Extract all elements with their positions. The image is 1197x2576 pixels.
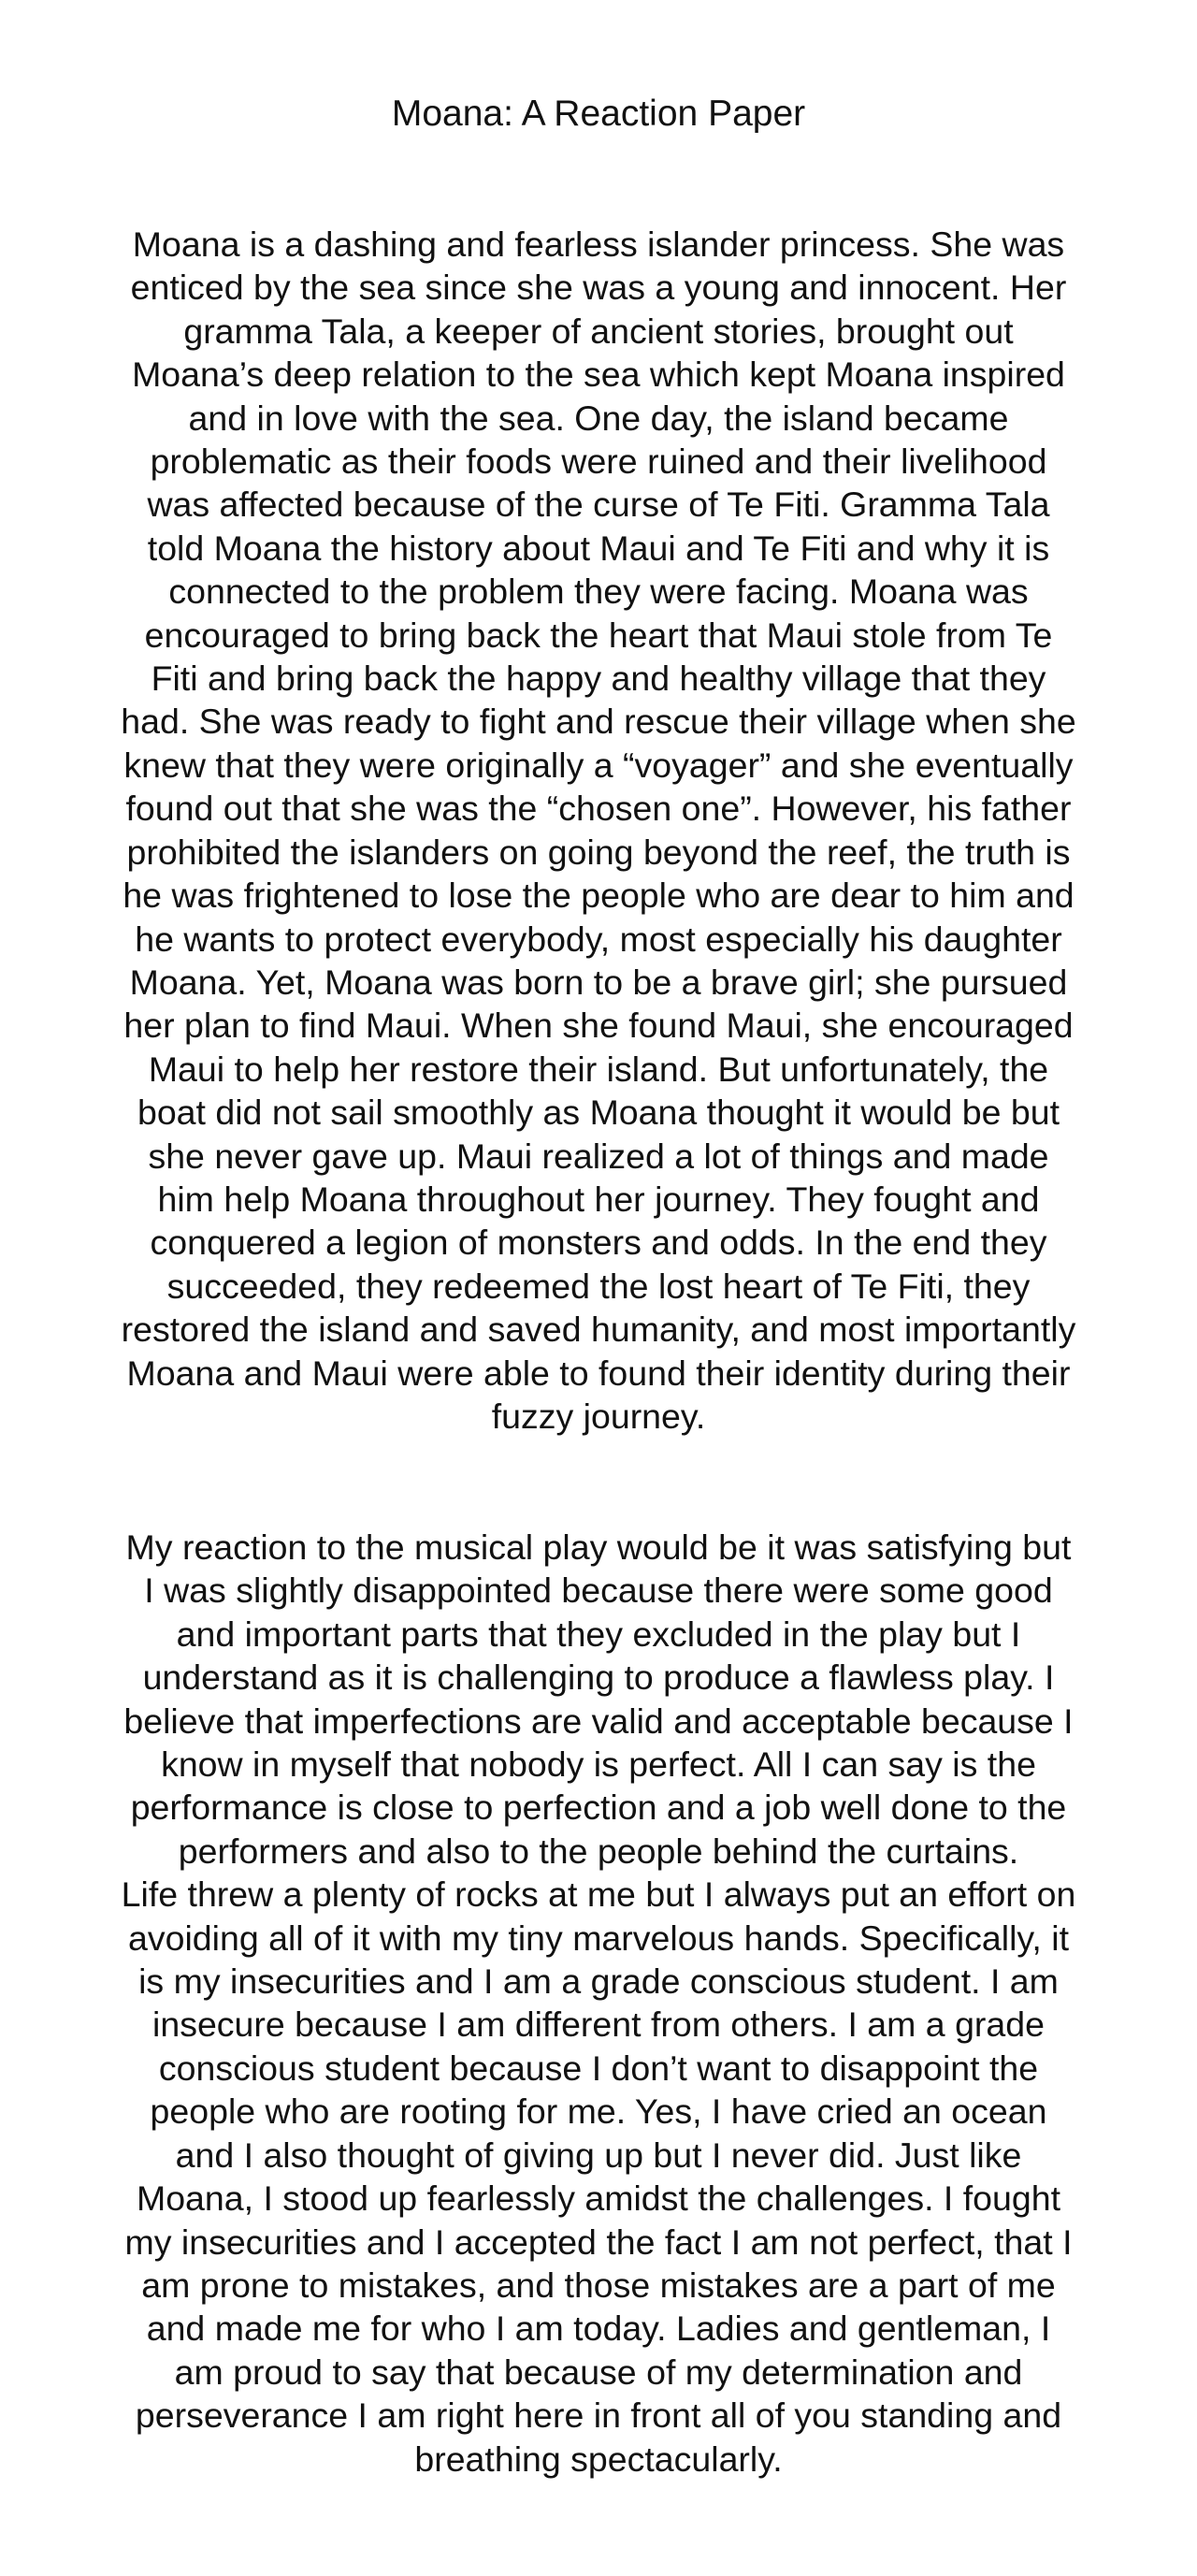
text-line: Life threw a plenty of rocks at me but I always put an effort on xyxy=(121,1874,1076,1915)
text-line: Maui to help her restore their island. But unfortunately, the xyxy=(148,1049,1049,1089)
text-line: perseverance I am right here in front all of you standing and xyxy=(135,2395,1062,2436)
text-line: her plan to find Maui. When she found Maui, she encouraged xyxy=(123,1006,1074,1046)
text-line: was affected because of the curse of Te Fiti. Gramma Tala xyxy=(147,485,1050,525)
text-line: conscious student because I don’t want to disappoint the xyxy=(158,2048,1039,2088)
text-line: is my insecurities and I am a grade conscious student. I am xyxy=(138,1961,1059,2002)
text-line: avoiding all of it with my tiny marvelous hands. Specifically, it xyxy=(128,1918,1069,1958)
text-line: believe that imperfections are valid and acceptable because I xyxy=(123,1700,1074,1741)
text-line: told Moana the history about Maui and Te Fiti and why it is xyxy=(147,528,1050,568)
text-line: she never gave up. Maui realized a lot of things and made xyxy=(148,1136,1049,1176)
text-line: found out that she was the “chosen one”. However, his father xyxy=(125,789,1072,829)
document-title: Moana: A Reaction Paper xyxy=(391,94,806,134)
text-line: had. She was ready to fight and rescue their village when she xyxy=(121,702,1076,742)
text-line: I was slightly disappointed because there were some good xyxy=(144,1570,1053,1611)
text-line: my insecurities and I accepted the fact I am not perfect, that I xyxy=(124,2221,1073,2262)
text-line: enticed by the sea since she was a young and innocent. Her xyxy=(130,268,1067,308)
text-line: and important parts that they excluded in the play but I xyxy=(176,1614,1021,1654)
text-line: and in love with the sea. One day, the island became xyxy=(188,398,1009,438)
text-line: gramma Tala, a keeper of ancient stories, brought out xyxy=(183,311,1014,351)
text-line: knew that they were originally a “voyager” and she eventually xyxy=(123,745,1074,785)
text-line: am prone to mistakes, and those mistakes are a part of me xyxy=(141,2265,1056,2305)
text-line: Moana, I stood up fearlessly amidst the challenges. I fought xyxy=(136,2178,1061,2219)
text-line: boat did not sail smoothly as Moana thought it would be but xyxy=(137,1093,1060,1133)
text-line: people who are rooting for me. Yes, I have cried an ocean xyxy=(150,2091,1047,2132)
text-line: am proud to say that because of my determination and xyxy=(174,2352,1023,2392)
text-line: succeeded, they redeemed the lost heart of Te Fiti, they xyxy=(166,1266,1031,1306)
text-line: prohibited the islanders on going beyond the reef, the truth is xyxy=(126,832,1071,872)
text-line: know in myself that nobody is perfect. All I can say is the xyxy=(161,1744,1036,1785)
text-line: problematic as their foods were ruined and their livelihood xyxy=(150,441,1047,482)
text-line: and made me for who I am today. Ladies and gentleman, I xyxy=(146,2308,1051,2349)
text-line: Moana’s deep relation to the sea which kept Moana inspired xyxy=(132,355,1065,395)
text-line: performers and also to the people behind the curtains. xyxy=(178,1831,1019,1871)
text-line: insecure because I am different from others. I am a grade xyxy=(152,2004,1045,2045)
paragraph-summary xyxy=(84,223,1113,1438)
text-line: and I also thought of giving up but I never did. Just like xyxy=(175,2135,1022,2175)
text-line: Moana. Yet, Moana was born to be a brave girl; she pursued xyxy=(129,962,1068,1002)
text-line: fuzzy journey. xyxy=(491,1396,706,1436)
text-line: Moana and Maui were able to found their identity during their xyxy=(126,1353,1071,1393)
text-line: restored the island and saved humanity, and most importantly xyxy=(121,1310,1076,1350)
text-line: connected to the problem they were facing. Moana was xyxy=(168,572,1029,612)
text-line: he wants to protect everybody, most especially his daughter xyxy=(135,919,1062,959)
text-line: he was frightened to lose the people who are dear to him and xyxy=(123,876,1074,916)
text-line: understand as it is challenging to produce a flawless play. I xyxy=(142,1657,1055,1698)
text-line: Moana is a dashing and fearless islander princess. She was xyxy=(132,224,1065,264)
text-line: breathing spectacularly. xyxy=(414,2439,783,2479)
text-line: My reaction to the musical play would be it was satisfying but xyxy=(125,1527,1072,1567)
text-line: conquered a legion of monsters and odds. In the end they xyxy=(150,1223,1047,1263)
paragraph-reaction xyxy=(84,1526,1113,2481)
text-line: encouraged to bring back the heart that Maui stole from Te xyxy=(144,615,1053,655)
text-line: Fiti and bring back the happy and healthy village that they xyxy=(151,658,1046,699)
text-line: performance is close to perfection and a job well done to the xyxy=(130,1787,1067,1828)
text-line: him help Moana throughout her journey. They fought and xyxy=(157,1179,1040,1219)
